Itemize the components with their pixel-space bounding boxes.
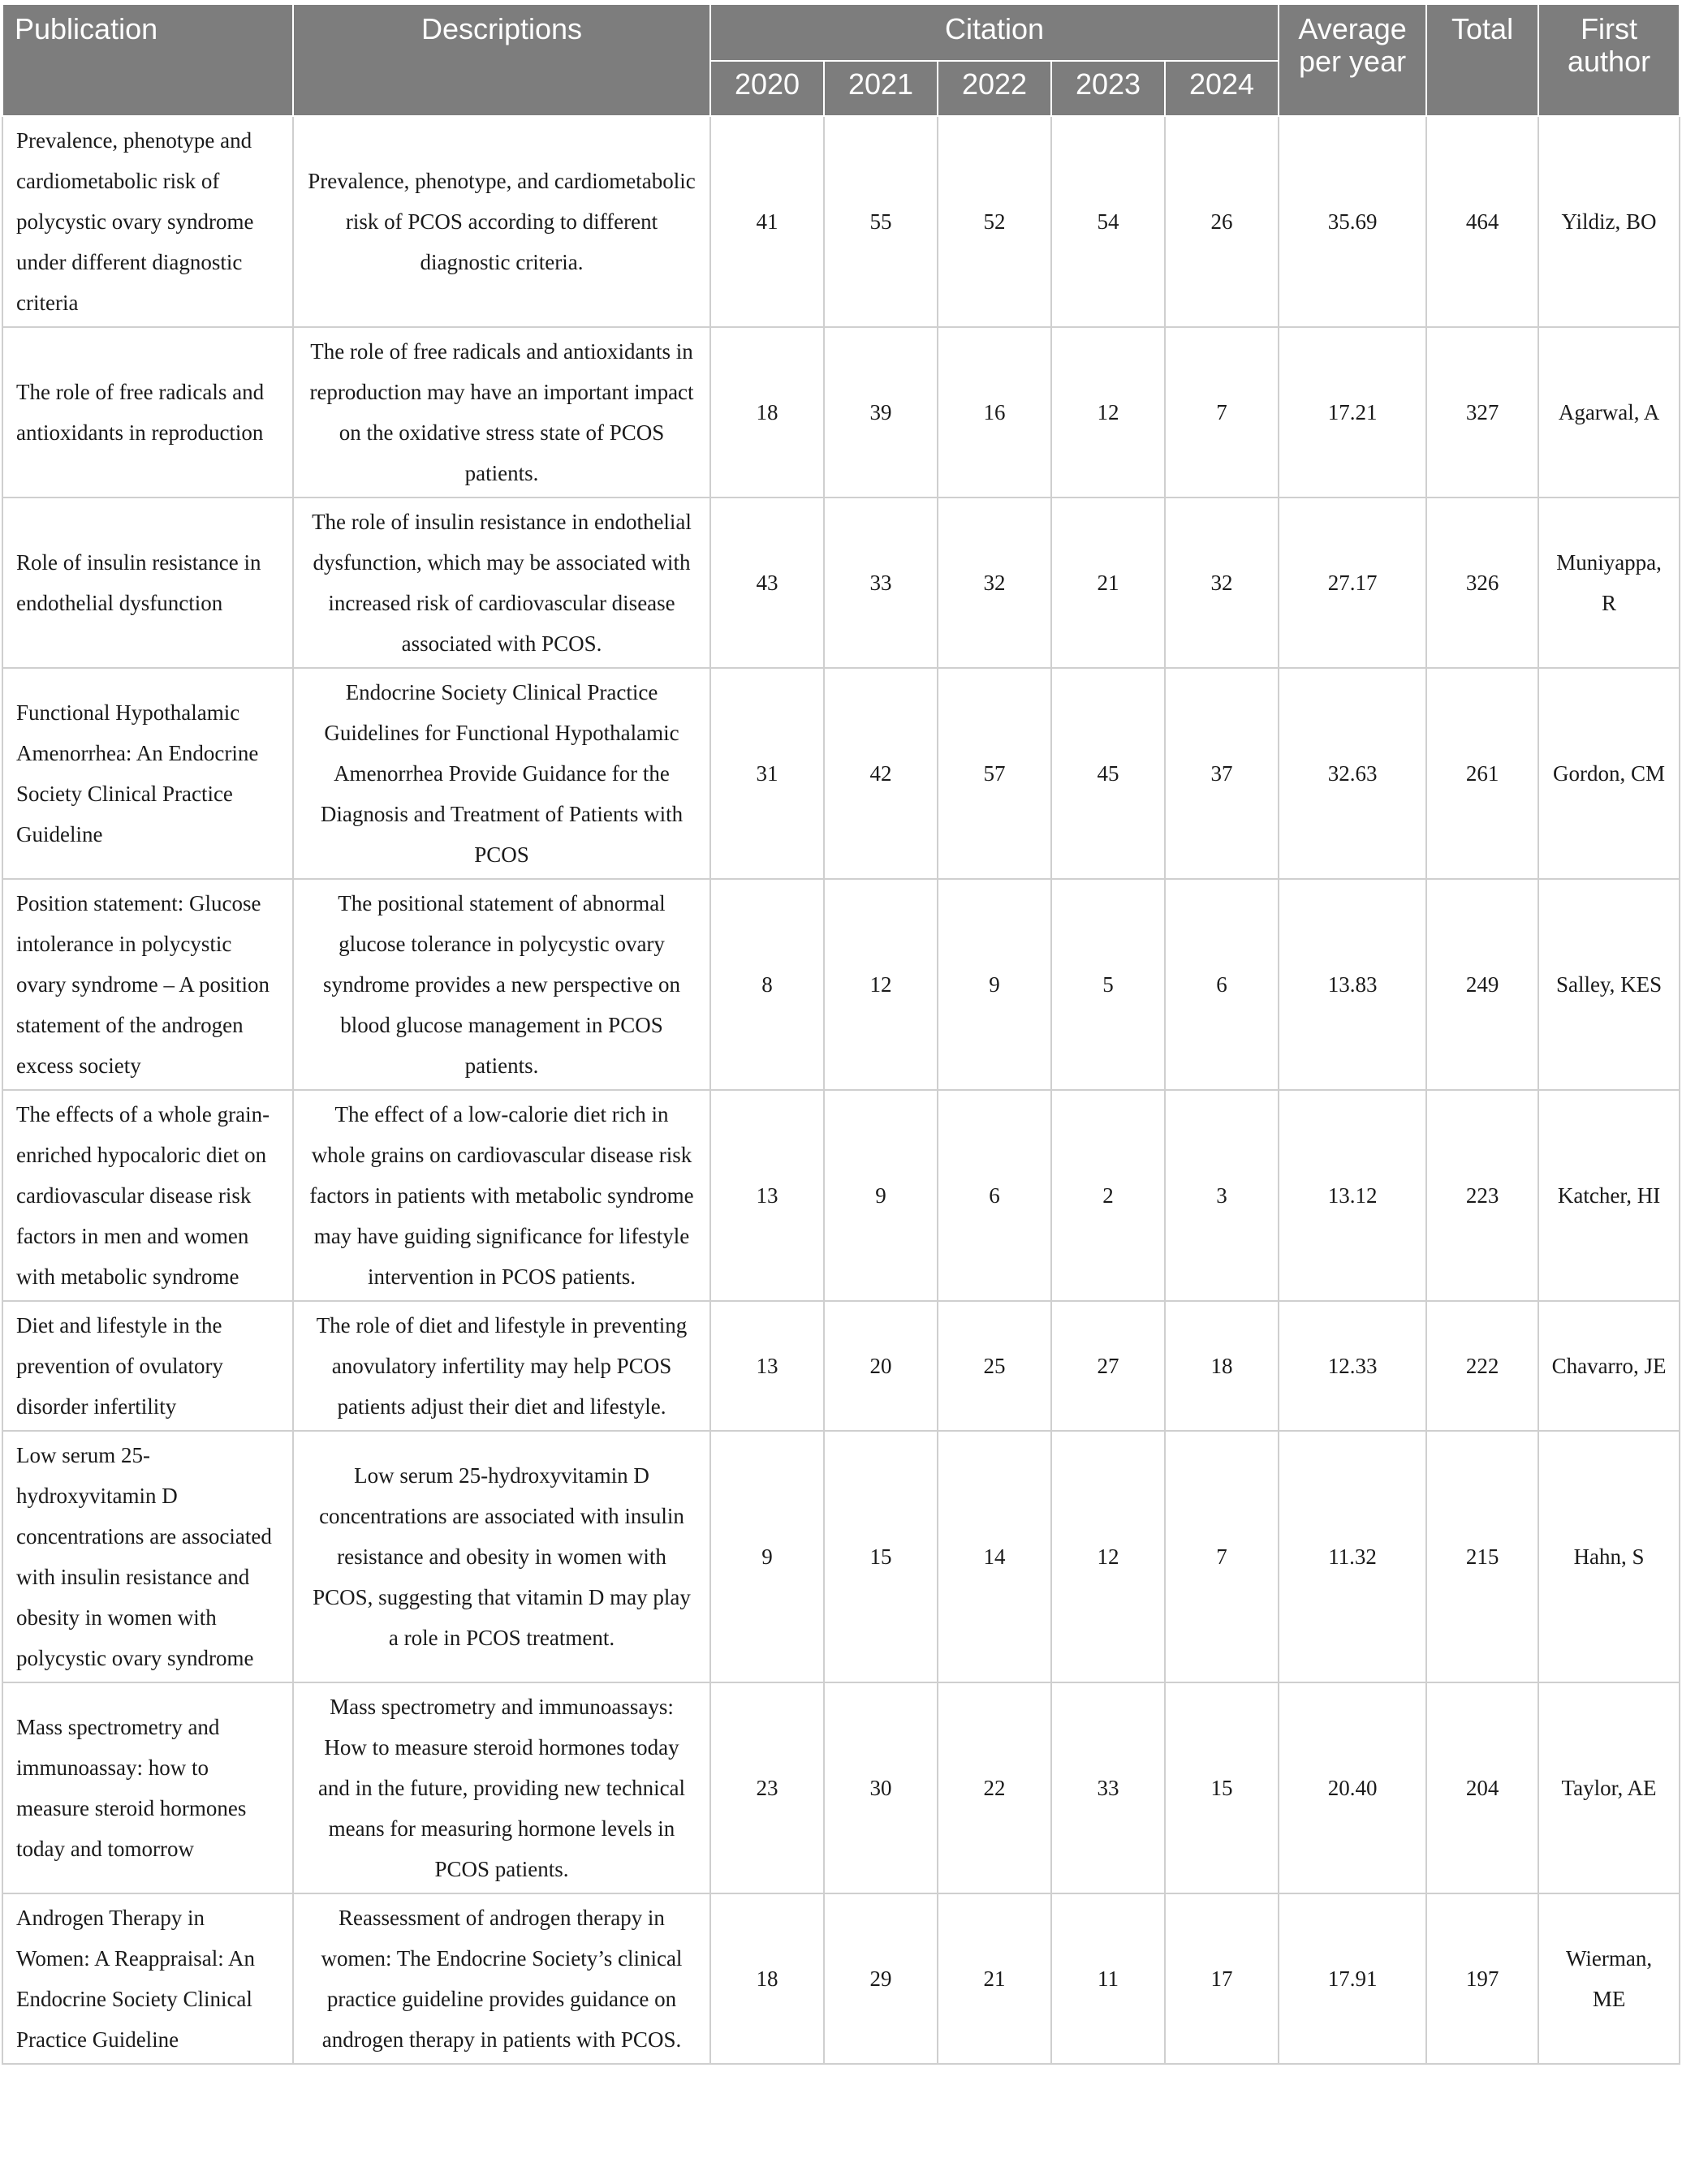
publication-cell: The effects of a whole grain-enriched hypocaloric diet on cardiovascular disease risk factors in men and women with metabolic syndrome <box>2 1090 293 1301</box>
total-cell: 261 <box>1426 668 1538 879</box>
average-per-year-cell: 17.91 <box>1279 1893 1426 2064</box>
total-cell: 197 <box>1426 1893 1538 2064</box>
citation-2021-cell: 55 <box>824 116 938 327</box>
citation-2020-cell: 18 <box>710 1893 824 2064</box>
citation-2022-cell: 57 <box>938 668 1051 879</box>
header-publication: Publication <box>2 4 293 116</box>
average-per-year-cell: 32.63 <box>1279 668 1426 879</box>
table-row <box>2 1893 1680 2064</box>
citation-2020-cell: 41 <box>710 116 824 327</box>
first-author-cell: Salley, KES <box>1538 879 1680 1090</box>
description-cell: The role of diet and lifestyle in preventing anovulatory infertility may help PCOS patients adjust their diet and lifestyle. <box>293 1301 710 1431</box>
citation-2024-cell: 37 <box>1165 668 1279 879</box>
description-cell: The effect of a low-calorie diet rich in whole grains on cardiovascular disease risk factors in patients with metabolic syndrome may have guiding significance for lifestyle intervention in PCOS patients. <box>293 1090 710 1301</box>
header-year-2023: 2023 <box>1051 61 1165 116</box>
citation-2021-cell: 39 <box>824 327 938 498</box>
first-author-cell: Wierman, ME <box>1538 1893 1680 2064</box>
citation-2024-cell: 6 <box>1165 879 1279 1090</box>
citation-2024-cell: 7 <box>1165 327 1279 498</box>
publication-cell: Low serum 25-hydroxyvitamin D concentrations are associated with insulin resistance and obesity in women with polycystic ovary syndrome <box>2 1431 293 1682</box>
citation-2021-cell: 29 <box>824 1893 938 2064</box>
publication-cell: The role of free radicals and antioxidants in reproduction <box>2 327 293 498</box>
description-cell: Reassessment of androgen therapy in women: The Endocrine Society’s clinical practice guideline provides guidance on androgen therapy in patients with PCOS. <box>293 1893 710 2064</box>
citation-2024-cell: 32 <box>1165 498 1279 668</box>
total-cell: 326 <box>1426 498 1538 668</box>
header-year-2020: 2020 <box>710 61 824 116</box>
citation-2023-cell: 33 <box>1051 1682 1165 1893</box>
citation-2024-cell: 18 <box>1165 1301 1279 1431</box>
table-row <box>2 116 1680 327</box>
table-header <box>2 4 1680 116</box>
description-cell: The positional statement of abnormal glucose tolerance in polycystic ovary syndrome provides a new perspective on blood glucose management in PCOS patients. <box>293 879 710 1090</box>
total-cell: 223 <box>1426 1090 1538 1301</box>
description-cell: Prevalence, phenotype, and cardiometabolic risk of PCOS according to different diagnostic criteria. <box>293 116 710 327</box>
citation-2022-cell: 14 <box>938 1431 1051 1682</box>
citation-2022-cell: 9 <box>938 879 1051 1090</box>
first-author-cell: Agarwal, A <box>1538 327 1680 498</box>
total-cell: 222 <box>1426 1301 1538 1431</box>
citation-2023-cell: 12 <box>1051 1431 1165 1682</box>
description-cell: Low serum 25-hydroxyvitamin D concentrations are associated with insulin resistance and obesity in women with PCOS, suggesting that vitamin D may play a role in PCOS treatment. <box>293 1431 710 1682</box>
table-row <box>2 498 1680 668</box>
header-year-2022: 2022 <box>938 61 1051 116</box>
citation-2022-cell: 22 <box>938 1682 1051 1893</box>
citation-2022-cell: 25 <box>938 1301 1051 1431</box>
total-cell: 327 <box>1426 327 1538 498</box>
publication-cell: Role of insulin resistance in endothelial dysfunction <box>2 498 293 668</box>
table-row <box>2 1090 1680 1301</box>
first-author-cell: Chavarro, JE <box>1538 1301 1680 1431</box>
citation-2022-cell: 21 <box>938 1893 1051 2064</box>
publication-cell: Position statement: Glucose intolerance in polycystic ovary syndrome – A position statement of the androgen excess society <box>2 879 293 1090</box>
citation-2020-cell: 13 <box>710 1301 824 1431</box>
header-average-per-year: Average per year <box>1279 4 1426 116</box>
description-cell: The role of insulin resistance in endothelial dysfunction, which may be associated with increased risk of cardiovascular disease associated with PCOS. <box>293 498 710 668</box>
publication-cell: Mass spectrometry and immunoassay: how to measure steroid hormones today and tomorrow <box>2 1682 293 1893</box>
table-row <box>2 1301 1680 1431</box>
publication-table-container <box>2 3 1679 2065</box>
average-per-year-cell: 11.32 <box>1279 1431 1426 1682</box>
citation-2022-cell: 6 <box>938 1090 1051 1301</box>
publication-cell: Androgen Therapy in Women: A Reappraisal: An Endocrine Society Clinical Practice Guideline <box>2 1893 293 2064</box>
average-per-year-cell: 17.21 <box>1279 327 1426 498</box>
average-per-year-cell: 35.69 <box>1279 116 1426 327</box>
citation-2021-cell: 30 <box>824 1682 938 1893</box>
citation-2024-cell: 3 <box>1165 1090 1279 1301</box>
citation-2022-cell: 32 <box>938 498 1051 668</box>
citation-2021-cell: 20 <box>824 1301 938 1431</box>
citation-2024-cell: 26 <box>1165 116 1279 327</box>
citation-2021-cell: 42 <box>824 668 938 879</box>
first-author-cell: Muniyappa, R <box>1538 498 1680 668</box>
citation-2021-cell: 12 <box>824 879 938 1090</box>
citation-2024-cell: 17 <box>1165 1893 1279 2064</box>
first-author-cell: Gordon, CM <box>1538 668 1680 879</box>
citation-2020-cell: 31 <box>710 668 824 879</box>
header-year-2024: 2024 <box>1165 61 1279 116</box>
publication-cell: Prevalence, phenotype and cardiometabolic risk of polycystic ovary syndrome under different diagnostic criteria <box>2 116 293 327</box>
table-row <box>2 879 1680 1090</box>
total-cell: 249 <box>1426 879 1538 1090</box>
citation-2023-cell: 12 <box>1051 327 1165 498</box>
header-first-author: First author <box>1538 4 1680 116</box>
average-per-year-cell: 27.17 <box>1279 498 1426 668</box>
first-author-cell: Taylor, AE <box>1538 1682 1680 1893</box>
table-row <box>2 668 1680 879</box>
citation-2020-cell: 13 <box>710 1090 824 1301</box>
citation-2023-cell: 11 <box>1051 1893 1165 2064</box>
header-year-2021: 2021 <box>824 61 938 116</box>
citation-2022-cell: 16 <box>938 327 1051 498</box>
average-per-year-cell: 13.83 <box>1279 879 1426 1090</box>
table-row <box>2 1682 1680 1893</box>
header-total: Total <box>1426 4 1538 116</box>
citation-2024-cell: 15 <box>1165 1682 1279 1893</box>
average-per-year-cell: 20.40 <box>1279 1682 1426 1893</box>
table-body <box>2 116 1680 2064</box>
citation-2023-cell: 5 <box>1051 879 1165 1090</box>
description-cell: The role of free radicals and antioxidants in reproduction may have an important impact on the oxidative stress state of PCOS patients. <box>293 327 710 498</box>
table-row <box>2 1431 1680 1682</box>
header-citation: Citation <box>710 4 1279 61</box>
citation-2024-cell: 7 <box>1165 1431 1279 1682</box>
description-cell: Endocrine Society Clinical Practice Guidelines for Functional Hypothalamic Amenorrhea Provide Guidance for the Diagnosis and Treatment of Patients with PCOS <box>293 668 710 879</box>
average-per-year-cell: 12.33 <box>1279 1301 1426 1431</box>
citation-2021-cell: 15 <box>824 1431 938 1682</box>
citation-2020-cell: 18 <box>710 327 824 498</box>
header-descriptions: Descriptions <box>293 4 710 116</box>
publication-cell: Diet and lifestyle in the prevention of ovulatory disorder infertility <box>2 1301 293 1431</box>
citation-2020-cell: 23 <box>710 1682 824 1893</box>
first-author-cell: Katcher, HI <box>1538 1090 1680 1301</box>
citation-2020-cell: 43 <box>710 498 824 668</box>
table-row <box>2 327 1680 498</box>
average-per-year-cell: 13.12 <box>1279 1090 1426 1301</box>
total-cell: 464 <box>1426 116 1538 327</box>
citation-2020-cell: 9 <box>710 1431 824 1682</box>
citation-2023-cell: 54 <box>1051 116 1165 327</box>
first-author-cell: Hahn, S <box>1538 1431 1680 1682</box>
citation-2023-cell: 2 <box>1051 1090 1165 1301</box>
publication-cell: Functional Hypothalamic Amenorrhea: An Endocrine Society Clinical Practice Guideline <box>2 668 293 879</box>
citation-2022-cell: 52 <box>938 116 1051 327</box>
first-author-cell: Yildiz, BO <box>1538 116 1680 327</box>
citation-2021-cell: 9 <box>824 1090 938 1301</box>
citation-2020-cell: 8 <box>710 879 824 1090</box>
citation-2021-cell: 33 <box>824 498 938 668</box>
top-cited-publications-table <box>2 3 1680 2065</box>
description-cell: Mass spectrometry and immunoassays: How to measure steroid hormones today and in the future, providing new technical means for measuring hormone levels in PCOS patients. <box>293 1682 710 1893</box>
citation-2023-cell: 27 <box>1051 1301 1165 1431</box>
total-cell: 215 <box>1426 1431 1538 1682</box>
citation-2023-cell: 45 <box>1051 668 1165 879</box>
total-cell: 204 <box>1426 1682 1538 1893</box>
citation-2023-cell: 21 <box>1051 498 1165 668</box>
